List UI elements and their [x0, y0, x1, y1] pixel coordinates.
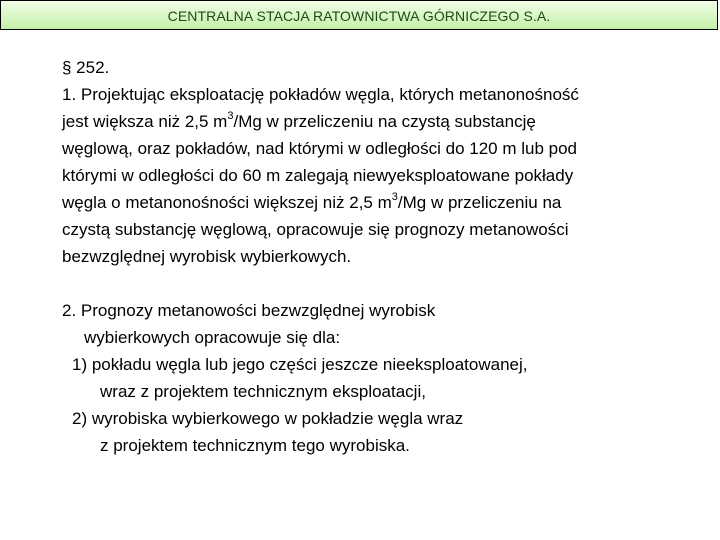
- paragraph-spacer: [62, 270, 702, 297]
- list-item-2: 2) wyrobiska wybierkowego w pokładzie węgla wraz: [72, 409, 464, 428]
- header-banner: [0, 0, 718, 30]
- p1-line-6: czystą substancję węglową, opracowuje się prognozy metanowości: [62, 220, 569, 239]
- p1-line-7: bezwzględnej wyrobisk wybierkowych.: [62, 247, 352, 266]
- p1-line-5: węgla o metanonośności większej niż 2,5 $m^3/Mg$ w przeliczeniu na: [62, 191, 562, 212]
- header-title: CENTRALNA STACJA RATOWNICTWA GÓRNICZEGO S.A.: [167, 8, 551, 24]
- superscript-3: 3: [227, 110, 234, 123]
- p1-line-2: jest większa niż 2,5 $m^3/Mg$ w przeliczeniu na czystą substancję: [62, 110, 536, 131]
- superscript-3: 3: [391, 191, 398, 204]
- p1-line-1: 1. Projektując eksploatację pokładów węgla, których metanonośność: [62, 85, 579, 104]
- list-item-1-cont: wraz z projektem technicznym eksploatacji,: [100, 382, 426, 401]
- p1-line-3: węglową, oraz pokładów, nad którymi w odległości do 120 m lub pod: [62, 139, 578, 158]
- document-body: [62, 54, 702, 459]
- list-item-1: 1) pokładu węgla lub jego części jeszcze nieeksploatowanej,: [72, 355, 528, 374]
- section-symbol: § 252.: [62, 58, 110, 77]
- list-item-2-cont: z projektem technicznym tego wyrobiska.: [100, 436, 410, 455]
- p1-line-4: którymi w odległości do 60 m zalegają niewyeksploatowane pokłady: [62, 166, 574, 185]
- paragraph-2: [62, 297, 702, 459]
- paragraph-1: [62, 81, 702, 270]
- p2-line-1: 2. Prognozy metanowości bezwzględnej wyrobisk: [62, 301, 436, 320]
- p2-line-2: wybierkowych opracowuje się dla:: [84, 328, 341, 347]
